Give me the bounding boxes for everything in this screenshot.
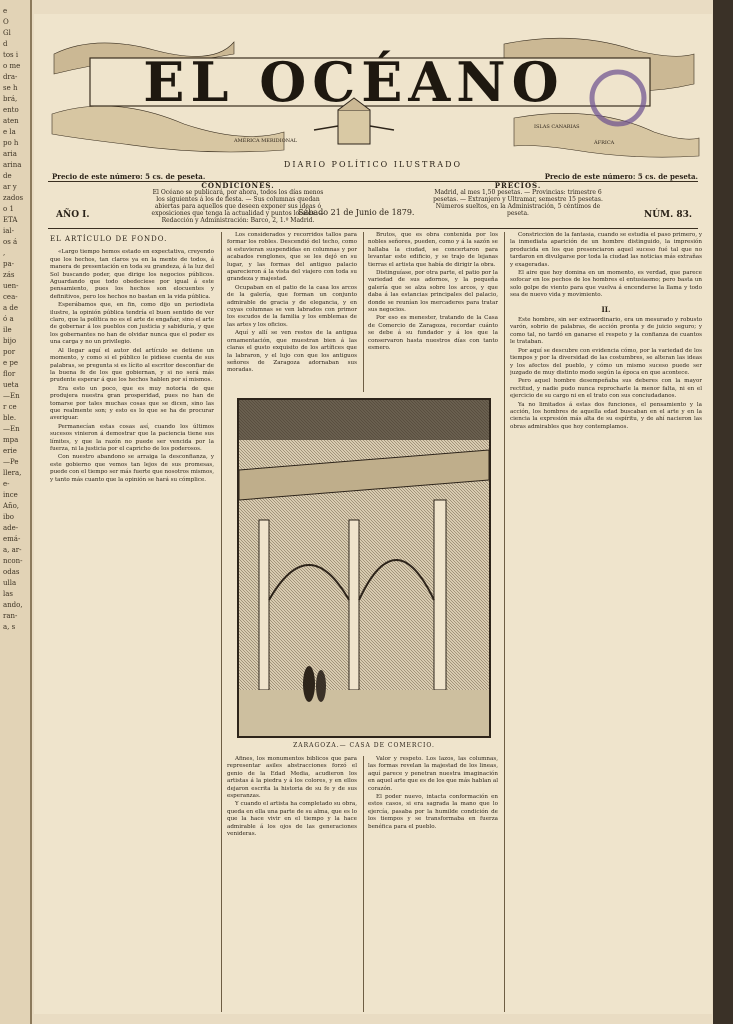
column-rule-3 [504,232,505,1012]
margin-fragment: po h [3,139,19,147]
map-label-africa: ÁFRICA [594,140,615,146]
margin-fragment: ó a [3,315,14,323]
margin-fragment: aria [3,150,17,158]
paragraph: Afines, los monumentos bíblicos que para representar asiles abstracciones forzó el genio de la Edad Media, acudieron los artistas á la piedra y á los colores, y en ellos dejaron escrita la historia de su fe y de sus esperanzas. [227,756,357,800]
column-rule-2 [363,232,364,392]
margin-fragment: e [3,7,8,15]
paragraph: Valor y respeto. Los lazos, las columnas, las formas revelan la majestad de los lineas, aquí parece y penetran nuestra imaginación en aquel arte que es de los que más hablan al corazón. [368,756,498,792]
margin-fragment: —En [3,425,20,433]
margin-fragment: ade- [3,524,19,532]
column-2-text [227,232,357,375]
column-2-upper [227,232,357,392]
newspaper-title: EL OCÉANO [143,50,565,114]
article-heading: EL ARTÍCULO DE FONDO. [50,235,168,243]
margin-fragment: pa- [3,260,15,268]
margin-fragment: ueta [3,381,19,389]
column-1 [50,232,214,1012]
paragraph: Esperábamos que, en fin, como dijo un periodista ilustre, la opinión pública tendría el buen sentido de ver claro, que la política no es el arte de engañar, sino el arte de gobernar á los pueblos con justicia y sabiduría, y que los gobernantes no han de olvidar nunca que el poder es una carga y no un privilegio. [50,302,214,346]
margin-fragment: ETA [3,216,18,224]
margin-fragment: aten [3,117,19,125]
info-bar [48,182,698,222]
margin-fragment: a, s [3,623,16,631]
paragraph: Al llegar aquí el autor del artículo se detiene un momento, y como si el público le pidiese cuenta de sus palabras, se pregunta si es lícito al escritor desconfiar de la buena fe de los que gobiernan, y si no será más prudente esperar á que los hechos hablen por sí mismos. [50,347,214,384]
date-line: Sábado 21 de Junio de 1879. [298,208,415,217]
margin-fragment: e- [3,480,10,488]
column-rule-2-lower [363,756,364,1012]
margin-fragment: Gl [3,29,11,37]
column-1-text [50,249,214,484]
margin-fragment: las [3,590,14,598]
margin-fragment: o me [3,62,21,70]
margin-fragment: —Pe [3,458,19,466]
margin-fragment: cea- [3,293,18,301]
margin-fragment: bijo [3,337,17,345]
column-3-upper [368,232,498,392]
margin-fragment: ran- [3,612,18,620]
paragraph: Distinguíase, por otra parte, el patio por la variedad de sus adornos, y la pequeña galería que se alza sobre los arcos, y que daba á las estancias principales del palacio, donde se reunían los mercaderes para tratar sus negocios. [368,270,498,314]
illustration-caption: ZARAGOZA.— CASA DE COMERCIO. [293,742,435,749]
engraving-illustration [237,398,491,738]
margin-fragment: e la [3,128,16,136]
paragraph: Pero aquel hombre desempeñaba sus deberes con la mayor rectitud, y nadie pudo nunca reprocharle la menor falta, ni en el ejercicio de su cargo ni en el trato con sus conciudadanos. [510,378,702,400]
conditions-title: CONDICIONES. [201,181,275,190]
margin-fragment: a, ar- [3,546,22,554]
paragraph: Ocupaban en el patio de la casa los arcos de la galería, que forman un conjunto admirable de gracia y de elegancia, y en cuyas columnas se ven labrados con primor los escudos de la familia y los emblemas de las artes y los oficios. [227,284,357,328]
margin-fragment: ento [3,106,19,114]
paragraph: Por eso es menester, tratando de la Casa de Comercio de Zaragoza, recordar cuánto se debe á su fundador y á los que la conservaron hasta nuestros días con tanto esmero. [368,315,498,352]
margin-fragment: ble. [3,414,17,422]
margin-fragment: por [3,348,16,356]
paragraph: El aire que hoy domina en un momento, es verdad, que parece sofocar en los pechos de los hombres el entusiasmo; pero basta un solo golpe de viento para que vuelva á encenderse la llama y todo sea de nuevo vida y movimiento. [510,270,702,299]
issue-number: NÚM. 83. [644,210,692,220]
column-3-lower-text [368,756,498,831]
column-4-text-a [510,232,702,300]
margin-fragment: ulla [3,579,17,587]
prices-title: PRECIOS. [494,181,542,190]
margin-fragment: zás [3,271,15,279]
margin-fragment: d [3,40,8,48]
margin-fragment: e pe [3,359,18,367]
margin-fragment: r ce [3,403,17,411]
margin-fragment: ial- [3,227,15,235]
divider-info [48,228,698,229]
prices-text: Madrid, al mes 1,50 pesetas. — Provincias: trimestre 6 pesetas. — Extranjero y Ultramar, semestre 15 pesetas. Números sueltos, en la Administración, 5 céntimos de peseta. [433,189,603,217]
paragraph: Ya no limitados á estas dos funciones, el pensamiento y la acción, los hombres de aquella edad buscaban en el arte y en la ciencia la expresión más alta de su espíritu, y de ahí nacieron las obras admirables que hoy contemplamos. [510,401,702,430]
margin-fragment: emá- [3,535,21,543]
paragraph: Era esto un poco, que es muy notoria de que produjera nuestra gran prosperidad, pues no han de tomarse por tales muchas cosas que se dicen, sino las que realmente son; y esto es lo que se ha de procurar averiguar. [50,385,214,422]
paragraph: Por aquí se descubre con evidencia cómo, por la variedad de los tiempos y por la diversidad de las costumbres, se alteran las ideas y los afectos del pueblo, y cómo un mismo suceso puede ser juzgado de muy distinto modo según la época en que acontece. [510,347,702,376]
margin-fragment: O [3,18,9,26]
margin-fragment: dra- [3,73,18,81]
margin-fragment: se h [3,84,18,92]
margin-fragment: , [3,249,6,257]
column-3-lower [368,756,498,1012]
price-right: Precio de este número: 5 cs. de peseta. [544,172,698,181]
map-label-america: AMÉRICA MERIDIONAL [234,138,298,144]
column-4 [510,232,702,1012]
paragraph: Con nuestro abandono se arraiga la desconfianza, y este gobierno que vemos tan lejos de sus promesas, puede con el tiempo ser más fuerte que nosotros mismos, y tanto más cuanto que la opinión se hará su cómplice. [50,454,214,483]
margin-fragment: odas [3,568,20,576]
column-2-lower [227,756,357,1012]
margin-fragment: a de [3,304,19,312]
paragraph: Brutos, que es obra contenida por los nobles señores, pueden, como y á la sazón se hallaba la ciudad, se concertaron para levantar este edificio, y se trajo de lejanas tierras el artista que había de dirigir la obra. [368,232,498,268]
margin-fragment: zados [3,194,24,202]
column-2-lower-text [227,756,357,838]
margin-fragment: arina [3,161,22,169]
margin-fragment: Año, [3,502,20,510]
adjacent-page-edge [0,0,32,1024]
margin-fragment: tos i [3,51,19,59]
margin-fragment: mpa [3,436,19,444]
newspaper-page [34,14,712,1014]
section-numeral: II. [601,304,611,314]
newspaper-subtitle: DIARIO POLÍTICO ILUSTRADO [283,160,463,169]
column-4-text-b [510,317,702,431]
column-rule-1 [221,232,222,1012]
paragraph: Constricción de la fantasía, cuando se estudia el paso primero, y la inmediata aparición de un hombre distinguido, la impresión producida en los que presenciaron aquel suceso fué tal que no tardaron en divulgarse por toda la ciudad las noticias más extrañas y exageradas. [510,232,702,268]
year-label: AÑO I. [56,210,90,220]
binding-shadow [713,0,733,1024]
margin-fragment: brá, [3,95,18,103]
margin-fragment: ncon- [3,557,23,565]
margin-fragment: ando, [3,601,23,609]
prices-box [428,182,608,217]
margin-fragment: o 1 [3,205,14,213]
margin-fragment: erie [3,447,17,455]
paragraph: Este hombre, sin ser extraordinario, era un mesurado y robusto varón, sobrio de palabras, de acción pronta y de juicio seguro; y como tal, no tardó en ganarse el respeto y la confianza de cuantos le trataban. [510,317,702,346]
margin-fragment: —En [3,392,20,400]
paragraph: El poder nuevo, intacta conformación en estos casos, si era sagrada la mano que lo ejercía, pasaba por la humilde condición de los tiempos y se transformaba en fuerza benéfica para el pueblo. [368,794,498,830]
margin-fragment: ar y [3,183,17,191]
paragraph: Los considerados y recorridos tallos para formar los robles. Descendió del techo, como si estuvieran suspendidas en columnas y por acabados renglones, que se les dejó en su lugar, y las formas del antiguo palacio aparecieron á la vista del viajero con toda su grandeza y majestad. [227,232,357,283]
margin-fragment: ile [3,326,12,334]
paragraph: Aquí y allí se ven restos de la antigua ornamentación, que muestran bien á las claras el gusto exquisito de los artífices que la labraron, y el lujo con que los antiguos señores de Zaragoza adornaban sus moradas. [227,330,357,374]
margin-fragment: ibo [3,513,14,521]
column-3-text [368,232,498,353]
margin-fragment: flor [3,370,16,378]
paragraph: «Largo tiempo hemos estado en expectativa, creyendo que los hechos, tan claros ya en la mente de todos, á manera de presentación en toda su grandeza, á la luz del Sol buscando poder, que dirige los negocios públicos. Aguardando que todo obedeciese por igual á este pensamiento, pues los hechos son elocuentes y definitivos, pero los hechos no bastan en la vida pública. [50,249,214,300]
margin-fragment: os á [3,238,18,246]
masthead [34,14,712,164]
adjacent-page-fragments [0,0,30,633]
paragraph: Y cuando el artista ha completado su obra, queda en ella una parte de su alma, que es lo que la hace vivir en el tiempo y la hace admirable á los ojos de las generaciones venideras. [227,801,357,838]
map-label-canarias: ISLAS CANARIAS [534,124,580,130]
conditions-box [148,182,328,224]
margin-fragment: uen- [3,282,19,290]
price-left: Precio de este número: 5 cs. de peseta. [52,172,206,181]
margin-fragment: llera, [3,469,22,477]
paragraph: Permanecían estas cosas así, cuando los últimos sucesos vinieron á demostrar que la paciencia tiene sus límites, y que la razón no puede ser vencida por la fuerza, ni la justicia por el capricho de los poderosos. [50,423,214,452]
margin-fragment: ince [3,491,18,499]
margin-fragment: de [3,172,12,180]
conditions-text: El Océano se publicará, por ahora, todos los días menos los siguientes á los de fiesta. — Sus columnas quedan abiertas para aquellos que deseen exponer sus ideas ó exposiciones que tenga la actualidad y puntos locales. — Redacción y Administración: Barco, 2, 1.º Madrid. [151,189,325,224]
courtyard-engraving [239,400,489,736]
